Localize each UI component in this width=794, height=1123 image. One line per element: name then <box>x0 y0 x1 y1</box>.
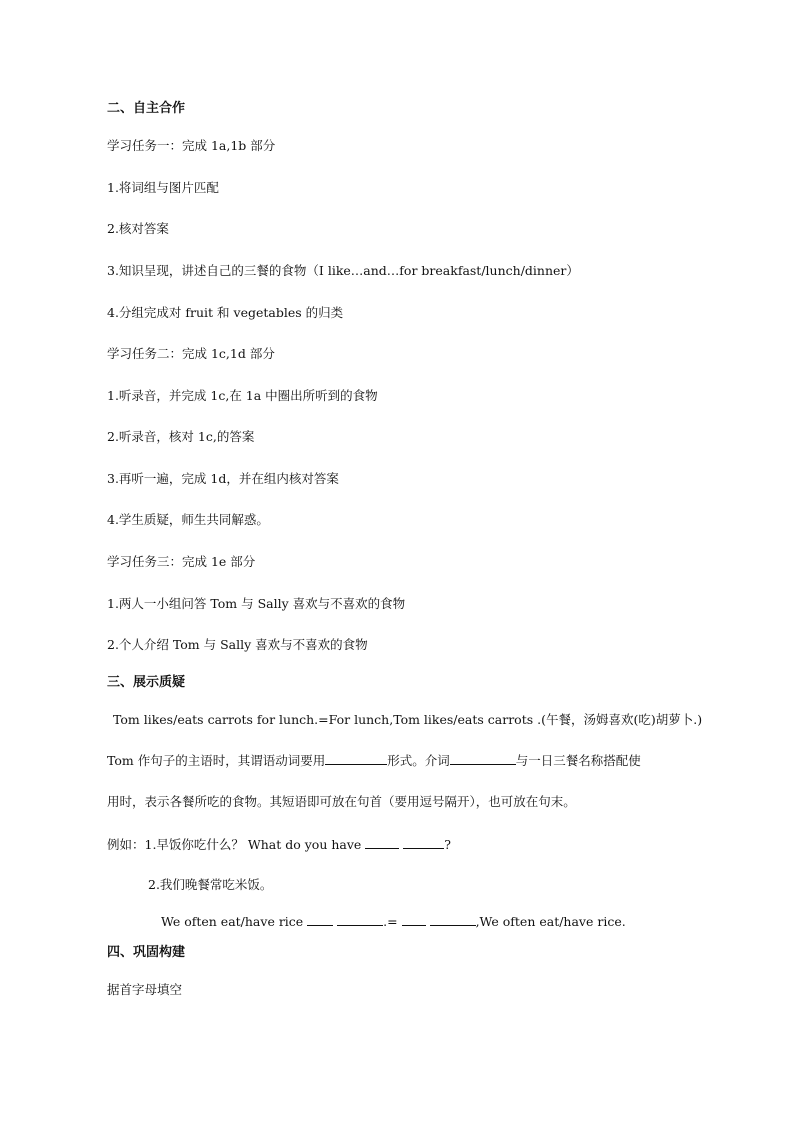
example-1 <box>107 836 451 853</box>
task2-item-1: 1.听录音，并完成 1c,在 1a 中圈出所听到的食物 <box>107 388 378 403</box>
example-2-english <box>161 913 626 930</box>
fill-blank-example2-a[interactable] <box>307 913 333 926</box>
section-heading-cooperation: 二、自主合作 <box>107 101 186 116</box>
fill-blank-verb-form[interactable] <box>325 752 387 765</box>
section-heading-consolidation: 四、巩固构建 <box>107 945 186 960</box>
fill-blank-example1-a[interactable] <box>365 836 399 849</box>
example-2-english-text: We often eat/have rice <box>161 914 304 929</box>
fill-blank-example2-b[interactable] <box>337 913 383 926</box>
fill-blank-example1-b[interactable] <box>403 836 444 849</box>
example-1-text: 例如：1.早饭你吃什么？ What do you have <box>107 837 362 852</box>
task2-item-4: 4.学生质疑，师生共同解惑。 <box>107 512 269 527</box>
grammar-text-a: Tom 作句子的主语时，其谓语动词要用 <box>107 753 326 768</box>
fill-blank-example2-c[interactable] <box>402 913 426 926</box>
fill-blank-example2-d[interactable] <box>430 913 476 926</box>
grammar-explanation-line-2: 用时，表示各餐所吃的食物。其短语即可放在句首（要用逗号隔开），也可放在句末。 <box>107 794 576 809</box>
example-2-eq: .= <box>383 914 398 929</box>
task3-item-1: 1.两人一小组问答 Tom 与 Sally 喜欢与不喜欢的食物 <box>107 596 406 611</box>
task1-item-4: 4.分组完成对 fruit 和 vegetables 的归类 <box>107 305 344 320</box>
task2-title: 学习任务二：完成 1c,1d 部分 <box>107 346 275 361</box>
section-heading-display: 三、展示质疑 <box>107 675 186 690</box>
task1-item-2: 2.核对答案 <box>107 221 169 236</box>
grammar-text-c: 与一日三餐名称搭配使 <box>515 753 641 768</box>
task1-item-3: 3.知识呈现，讲述自己的三餐的食物（I like…and…for breakfast/lunch/dinner） <box>107 263 579 278</box>
example-2: 2.我们晚餐常吃米饭。 <box>148 877 273 892</box>
task1-title: 学习任务一：完成 1a,1b 部分 <box>107 138 276 153</box>
fill-initial-letter-instruction: 据首字母填空 <box>107 982 183 997</box>
task2-item-2: 2.听录音，核对 1c,的答案 <box>107 429 255 444</box>
grammar-explanation-line-1 <box>107 752 641 769</box>
task1-item-1: 1.将词组与图片匹配 <box>107 180 219 195</box>
example-1-end: ? <box>444 837 451 852</box>
grammar-example-sentence: Tom likes/eats carrots for lunch.=For lunch,Tom likes/eats carrots .(午餐，汤姆喜欢(吃)胡萝卜.) <box>113 712 703 727</box>
grammar-text-b: 形式。介词 <box>387 753 450 768</box>
fill-blank-preposition[interactable] <box>450 752 516 765</box>
example-2-end: ,We often eat/have rice. <box>475 914 626 929</box>
task3-item-2: 2.个人介绍 Tom 与 Sally 喜欢与不喜欢的食物 <box>107 637 368 652</box>
task2-item-3: 3.再听一遍，完成 1d，并在组内核对答案 <box>107 471 339 486</box>
task3-title: 学习任务三：完成 1e 部分 <box>107 554 256 569</box>
